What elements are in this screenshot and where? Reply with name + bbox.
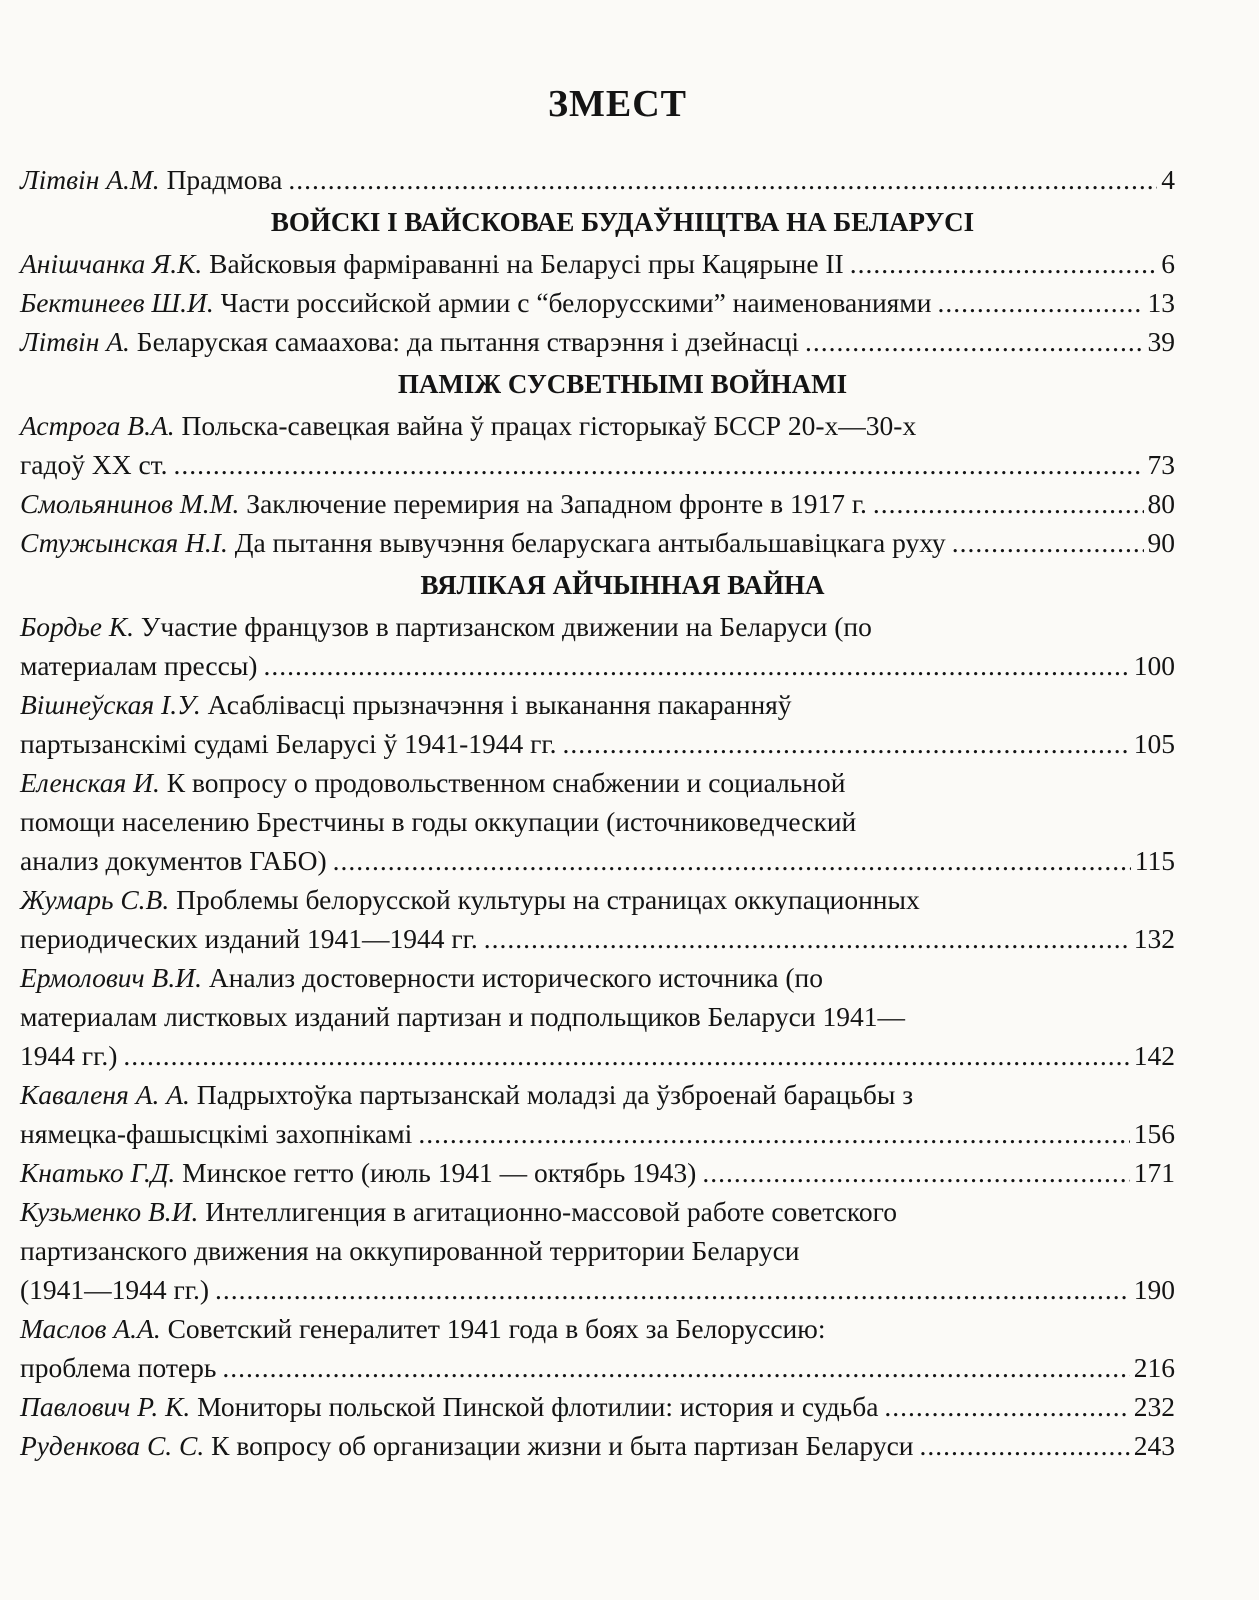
entry-title-line: Мониторы польской Пинской флотилии: история и судьба [197, 1391, 879, 1422]
toc-entry [20, 484, 1175, 523]
entry-title-line: Интеллигенция в агитационно-массовой работе советского [205, 1196, 897, 1227]
entry-text [20, 322, 799, 361]
entry-text [20, 1426, 914, 1465]
entry-title-line: 1944 гг.) [20, 1040, 118, 1071]
section-heading: ВЯЛІКАЯ АЙЧЫННАЯ ВАЙНА [420, 570, 825, 600]
entry-text [20, 685, 792, 724]
dot-leader [173, 445, 1143, 484]
dot-leader [805, 322, 1143, 361]
entry-text [20, 802, 856, 841]
dot-leader [123, 1036, 1129, 1075]
entry-text [20, 724, 556, 763]
entry-page-number: 6 [1161, 248, 1175, 279]
entry-text [20, 997, 905, 1036]
dot-leader [884, 1387, 1129, 1426]
toc-entry [20, 1387, 1175, 1426]
entry-author: Бордье К. [20, 611, 135, 642]
toc-entry [20, 283, 1175, 322]
toc-entry-line [20, 841, 1175, 880]
entry-text [20, 607, 872, 646]
entry-page-number: 190 [1133, 1274, 1175, 1305]
entry-page-number: 115 [1134, 845, 1175, 876]
toc-entry [20, 880, 1175, 958]
toc-entry [20, 958, 1175, 1075]
entry-author: Кузьменко В.И. [20, 1196, 199, 1227]
toc-entry-line [20, 1114, 1175, 1153]
toc-entry-line [20, 919, 1175, 958]
entry-page-number: 105 [1133, 728, 1175, 759]
toc-entry [20, 406, 1175, 484]
entry-title-line: анализ документов ГАБО) [20, 845, 327, 876]
entry-author: Ермолович В.И. [20, 962, 202, 993]
entry-author: Еленская И. [20, 767, 160, 798]
toc-entry-line [20, 283, 1175, 322]
toc-entry-line [20, 1192, 1175, 1231]
toc-entry-line [20, 1270, 1175, 1309]
toc-sections [20, 207, 1175, 1465]
entry-text [20, 523, 946, 562]
entry-author: Маслов А.А. [20, 1313, 161, 1344]
dot-leader [562, 724, 1129, 763]
entry-title-line: Минское гетто (июль 1941 — октябрь 1943) [182, 1157, 697, 1188]
toc-entry-line [20, 322, 1175, 361]
toc-entry [20, 1192, 1175, 1309]
entry-title-line: Асаблівасці прызначэння і выканання пакаранняў [207, 689, 792, 720]
entry-text [20, 958, 823, 997]
entry-title-line: Части российской армии с “белорусскими” наименованиями [220, 287, 932, 318]
toc-entry-line [20, 997, 1175, 1036]
entry-title-line: нямецка-фашысцкімі захопнікамі [20, 1118, 413, 1149]
dot-leader [215, 1270, 1130, 1309]
entry-text [20, 1192, 897, 1231]
toc-entry-line [20, 1075, 1175, 1114]
entry-author: Літвін А.М. [20, 164, 160, 195]
entry-text [20, 1270, 209, 1309]
entry-text [20, 1231, 800, 1270]
toc-entry-line [20, 1348, 1175, 1387]
toc-entry-preface [20, 160, 1175, 199]
entry-page-number: 90 [1147, 527, 1175, 558]
toc-entry-line [20, 646, 1175, 685]
entry-page-number: 216 [1133, 1352, 1175, 1383]
entry-author: Каваленя А. А. [20, 1079, 190, 1110]
toc-entry [20, 1426, 1175, 1465]
dot-leader [288, 160, 1157, 199]
dot-leader [418, 1114, 1129, 1153]
toc-entry-line [20, 724, 1175, 763]
entry-text [20, 1153, 696, 1192]
entry-title-line: Падрыхтоўка партызанскай моладзі да ўзброенай барацьбы з [196, 1079, 914, 1110]
entry-title-line: К вопросу об организации жизни и быта партизан Беларуси [211, 1430, 914, 1461]
toc-entry-line [20, 685, 1175, 724]
entry-page-number: 100 [1133, 650, 1175, 681]
dot-leader [937, 283, 1143, 322]
entry-title-line: Проблемы белорусской культуры на страницах оккупационных [176, 884, 920, 915]
toc-entry-line [20, 607, 1175, 646]
entry-author: Анішчанка Я.К. [20, 248, 203, 279]
toc-entry-line [20, 1153, 1175, 1192]
entry-title-line: Польска-савецкая вайна ў працах гісторыкаў БССР 20-х—30-х [181, 410, 917, 441]
entry-page-number: 80 [1147, 488, 1175, 519]
toc-entry-line [20, 880, 1175, 919]
entry-title-line: периодических изданий 1941—1944 гг. [20, 923, 478, 954]
entry-page-number: 4 [1161, 164, 1175, 195]
entry-page-number: 132 [1133, 923, 1175, 954]
toc-entry-line [20, 802, 1175, 841]
entry-title-line: материалам прессы) [20, 650, 258, 681]
toc-entry [20, 1309, 1175, 1387]
dot-leader [263, 646, 1129, 685]
entry-title-line: Беларуская самаахова: да пытання стварэння і дзейнасці [136, 326, 800, 357]
toc-entry [20, 763, 1175, 880]
dot-leader [850, 244, 1158, 283]
entry-text [20, 1036, 117, 1075]
entry-text [20, 763, 845, 802]
entry-text [20, 406, 916, 445]
toc-entry-line [20, 406, 1175, 445]
entry-text [20, 484, 867, 523]
entry-title-line: (1941—1944 гг.) [20, 1274, 210, 1305]
entry-text [20, 244, 844, 283]
entry-page-number: 232 [1133, 1391, 1175, 1422]
toc-entry [20, 322, 1175, 361]
entry-title-line: Советский генералитет 1941 года в боях за Белоруссию: [167, 1313, 826, 1344]
toc-section [20, 369, 1175, 562]
entry-author: Павлович Р. К. [20, 1391, 191, 1422]
entry-title-line: Да пытання вывучэння беларускага антыбальшавіцкага руху [234, 527, 946, 558]
entry-page-number: 73 [1147, 449, 1175, 480]
entry-text [20, 283, 931, 322]
toc-section [20, 570, 1175, 1465]
entry-author: Стужынская Н.І. [20, 527, 228, 558]
dot-leader [920, 1426, 1130, 1465]
toc-entry-line [20, 763, 1175, 802]
page-title: ЗМЕСТ [547, 83, 688, 125]
entry-author: Смольянинов М.М. [20, 488, 240, 519]
toc-entry-line [20, 244, 1175, 283]
dot-leader [702, 1153, 1129, 1192]
entry-title-line: проблема потерь [20, 1352, 217, 1383]
entry-text [20, 445, 167, 484]
entry-text [20, 880, 920, 919]
entry-text [20, 1075, 913, 1114]
entry-page-number: 156 [1133, 1118, 1175, 1149]
toc-entry [20, 1153, 1175, 1192]
dot-leader [873, 484, 1144, 523]
toc-entry [20, 1075, 1175, 1153]
entry-text [20, 1309, 825, 1348]
toc-entry-line [20, 1036, 1175, 1075]
entry-title-line: Участие французов в партизанском движении на Беларуси (по [140, 611, 872, 642]
toc-entry [20, 685, 1175, 763]
entry-text [20, 646, 257, 685]
entry-page-number: 243 [1133, 1430, 1175, 1461]
entry-page-number: 39 [1147, 326, 1175, 357]
toc-entry [20, 523, 1175, 562]
toc-entry-line [20, 1426, 1175, 1465]
toc-section [20, 207, 1175, 361]
section-heading: ВОЙСКІ І ВАЙСКОВАЕ БУДАЎНІЦТВА НА БЕЛАРУСІ [270, 207, 975, 237]
toc-entry-line [20, 958, 1175, 997]
dot-leader [952, 523, 1144, 562]
entry-title-line: Вайсковыя фарміраванні на Беларусі пры Кацярыне II [209, 248, 844, 279]
entry-title-line: партизанского движения на оккупированной территории Беларуси [20, 1235, 800, 1266]
entry-title-line: Заключение перемирия на Западном фронте в 1917 г. [246, 488, 867, 519]
entry-page-number: 142 [1133, 1040, 1175, 1071]
entry-text [20, 919, 478, 958]
entry-page-number: 171 [1133, 1157, 1175, 1188]
entry-text [20, 841, 327, 880]
toc-entry-line [20, 523, 1175, 562]
entry-author: Астрога В.А. [20, 410, 175, 441]
toc-entry-line [20, 1387, 1175, 1426]
entry-author: Бектинеев Ш.И. [20, 287, 214, 318]
entry-text [20, 1387, 878, 1426]
toc-entry-line [20, 160, 1175, 199]
toc-entry [20, 244, 1175, 283]
toc-entry-line [20, 1231, 1175, 1270]
entry-title-line: помощи населению Брестчины в годы оккупации (источниковедческий [20, 806, 857, 837]
toc-entry-line [20, 484, 1175, 523]
entry-title-line: партызанскімі судамі Беларусі ў 1941-1944 гг. [20, 728, 557, 759]
entry-page-number: 13 [1147, 287, 1175, 318]
entry-author: Вішнеўская І.У. [20, 689, 201, 720]
dot-leader [333, 841, 1131, 880]
entry-author: Кнатько Г.Д. [20, 1157, 176, 1188]
toc-entry [20, 607, 1175, 685]
entry-title-line: гадоў XX ст. [20, 449, 168, 480]
entry-title-line: К вопросу о продовольственном снабжении и социальной [166, 767, 846, 798]
section-heading: ПАМІЖ СУСВЕТНЫМІ ВОЙНАМІ [397, 369, 848, 399]
entry-text [20, 1348, 216, 1387]
entry-text [20, 1114, 412, 1153]
toc-entry-line [20, 1309, 1175, 1348]
dot-leader [222, 1348, 1129, 1387]
entry-title-line: Анализ достоверности исторического источника (по [208, 962, 824, 993]
toc-entry-line [20, 445, 1175, 484]
entry-title: Прадмова [166, 164, 283, 195]
dot-leader [484, 919, 1130, 958]
entry-author: Руденкова С. С. [20, 1430, 205, 1461]
entry-title-line: материалам листковых изданий партизан и подпольщиков Беларуси 1941— [20, 1001, 905, 1032]
entry-author: Жумарь С.В. [20, 884, 170, 915]
entry-author: Літвін А. [20, 326, 130, 357]
